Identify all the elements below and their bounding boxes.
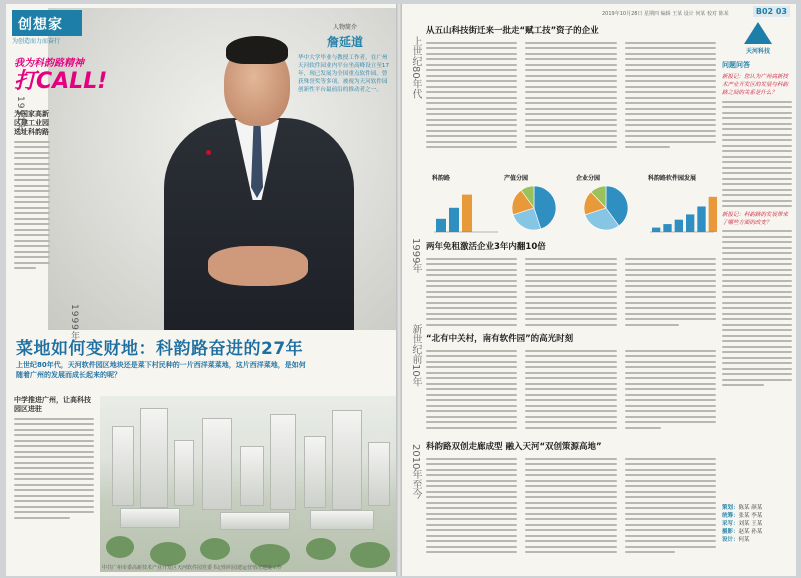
chart-title: 科韵路软件园发展: [648, 175, 697, 182]
section-2-body: [426, 254, 716, 329]
slogan: [14, 54, 112, 95]
park-aerial-photo: [100, 396, 396, 572]
charts-svg: [430, 172, 720, 236]
section-logo-text: 天河科技: [745, 48, 770, 55]
year-1991-label: 1991年: [15, 96, 25, 133]
slogan-big: 打CALL!: [14, 69, 108, 94]
lower-left-column: [14, 396, 94, 522]
deck: 上世纪80年代，天河软件园区地块还是菜下村民种的一片西洋菜菜地，这片西洋菜地，是如何随着广州的发展而成长起来的呢？: [16, 361, 306, 379]
photo-caption: 中共广州市委高新技术产业开发区天河软件园党委书记组织园建运营情况建设工作: [102, 565, 283, 571]
section-3-title: “北有中关村，南有软件园”的高光时刻: [426, 334, 574, 344]
side-column-text: [14, 141, 50, 270]
section-1-year: 上世纪80年代: [410, 36, 421, 99]
staff-line: 策划：陈某 颜某: [722, 505, 763, 511]
section-3-year: 新世纪前10年: [410, 324, 421, 387]
tower-icon: [744, 22, 772, 44]
year-1999-label: 1999年: [69, 304, 79, 341]
party-badge-icon: [206, 150, 211, 155]
staff-line: 采写：刘某 王某: [722, 521, 763, 527]
section-4-year: 2010年至今: [410, 444, 421, 500]
qa-question-1: 新报记：您认为广州高新技术产业开发区的发展与科韵路之间的关系是什么？: [722, 74, 789, 96]
person-hair: [226, 36, 288, 64]
chart-bar: [462, 195, 472, 232]
charts-band: [430, 172, 720, 236]
bio-box: [298, 22, 392, 94]
chart-title: 企业分园: [576, 175, 601, 182]
staff-line: 统筹：张某 李某: [722, 513, 763, 519]
lower-left-heading: 中学推进广州，让高科技园区进驻: [14, 396, 91, 413]
qa-column: [722, 60, 792, 390]
chart-bar: [449, 208, 459, 232]
slogan-top: 我为科韵路精神: [14, 58, 84, 69]
side-column-heading: 为国家高新区建工业园选址科韵路: [14, 110, 49, 136]
chart-bar: [663, 224, 671, 232]
staff-credits: [722, 504, 792, 544]
section-3-body: [426, 346, 716, 432]
chart-bar: [675, 220, 683, 232]
right-page: [402, 4, 796, 576]
section-2-year: 1999年: [410, 238, 421, 274]
headline: 菜地如何变财地：科韵路奋进的27年: [16, 339, 304, 359]
side-column: [14, 110, 50, 273]
page-number: B02 03: [753, 6, 790, 17]
bio-text: 华中大学毕业与教授工作者，在广州天河软件园业内平台坐高峰设立至17年，现已发展为全国重点软件园。曾获殊誉奖等多项，被视为天河软件园创新性平台最前沿的推动者之一。: [298, 55, 390, 93]
person-hands: [208, 246, 308, 286]
chart-title: 产值分园: [504, 175, 529, 182]
chart-bar: [709, 197, 717, 232]
staff-line: 设计：何某: [722, 537, 750, 543]
date-line: 2019年10月28日 星期四 编辑 王某 设计 何某 校对 陈某: [602, 11, 729, 17]
chart-title: 科韵路: [432, 175, 451, 182]
section-logo: [726, 22, 790, 55]
section-1-title: 从五山科技街迁来一批走“赋工技”资子的企业: [426, 26, 599, 36]
left-page: [6, 4, 396, 576]
section-4-title: 科韵路双创走廊成型 融入天河“双创策源高地”: [426, 442, 602, 452]
brand-logo: 创想家: [12, 10, 82, 36]
section-2-title: 两年免租激活企业3年内翻10倍: [426, 242, 546, 252]
brand-subtitle: 为创造而力而奋行: [12, 38, 61, 45]
chart-bar: [652, 228, 660, 232]
qa-heading: 问题问答: [722, 61, 750, 69]
chart-bar: [686, 214, 694, 232]
chart-bar: [697, 206, 705, 232]
bio-name: 詹延道: [326, 35, 363, 49]
section-1-body: [426, 38, 716, 152]
chart-bar: [436, 219, 446, 232]
section-4-body: [426, 454, 716, 557]
qa-question-2: 新报记：科韵路的发展带来了哪些方面的改变？: [722, 211, 789, 226]
bio-tag: 人物简介: [332, 24, 357, 31]
staff-line: 摄影：赵某 孙某: [722, 529, 763, 535]
